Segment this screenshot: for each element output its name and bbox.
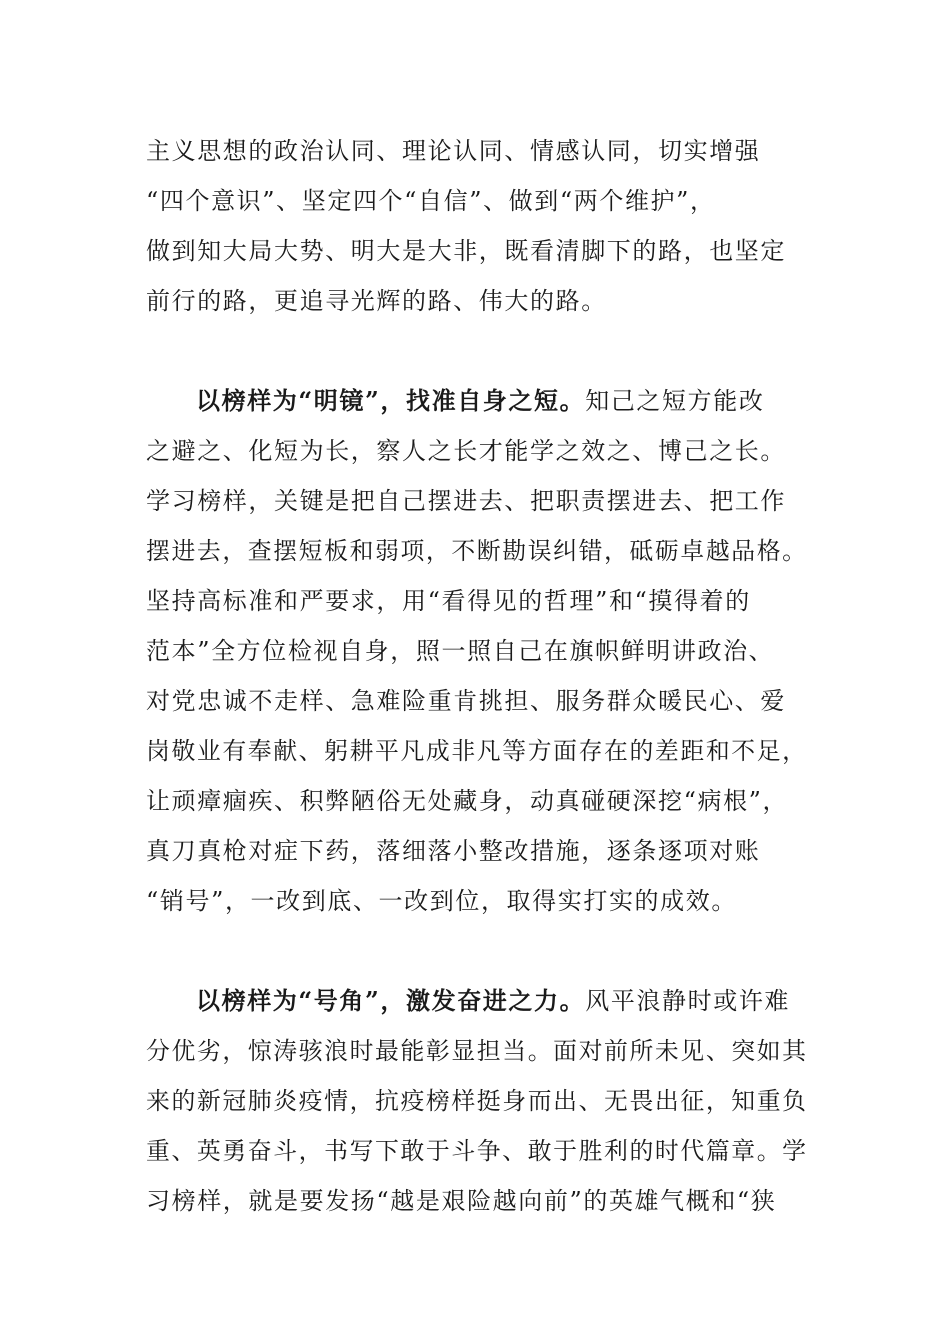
text-line: 习榜样，就是要发扬“越是艰险越向前”的英雄气概和“狭: [146, 1187, 777, 1215]
paragraph-heading: 以榜样为“号角”，激发奋进之力。: [196, 986, 586, 1015]
text-line: 对党忠诚不走样、急难险重肯挑担、服务群众暖民心、爱: [146, 687, 786, 715]
paragraph-text: 风平浪静时或许难: [585, 987, 791, 1015]
text-line: 之避之、化短为长，察人之长才能学之效之、博己之长。: [146, 437, 786, 465]
paragraph-heading: 以榜样为“明镜”，找准自身之短。: [196, 386, 586, 415]
text-line: “销号”，一改到底、一改到位，取得实打实的成效。: [146, 887, 737, 915]
text-line: 让顽瘴痼疾、积弊陋俗无处藏身，动真碰硬深挖“病根”，: [146, 787, 789, 815]
text-line: 摆进去，查摆短板和弱项，不断勘误纠错，砥砺卓越品格。: [146, 537, 808, 565]
paragraph-first-line: [196, 986, 790, 1016]
text-line: 真刀真枪对症下药，落细落小整改措施，逐条逐项对账: [146, 837, 761, 865]
text-line: 做到知大局大势、明大是大非，既看清脚下的路，也坚定: [146, 237, 786, 265]
paragraph-text: 知己之短方能改: [585, 387, 765, 415]
text-line: 坚持高标准和严要求，用“看得见的哲理”和“摸得着的: [146, 587, 751, 615]
text-line: 岗敬业有奉献、躬耕平凡成非凡等方面存在的差距和不足，: [146, 737, 808, 765]
paragraph-first-line: [196, 386, 764, 416]
text-line: 学习榜样，关键是把自己摆进去、把职责摆进去、把工作: [146, 487, 786, 515]
text-line: 重、英勇奋斗，书写下敢于斗争、敢于胜利的时代篇章。学: [146, 1137, 808, 1165]
text-line: 范本”全方位检视自身，照一照自己在旗帜鲜明讲政治、: [146, 637, 775, 665]
text-line: “四个意识”、坚定四个“自信”、做到“两个维护”，: [146, 187, 716, 215]
text-line: 分优劣，惊涛骇浪时最能彰显担当。面对前所未见、突如其: [146, 1037, 808, 1065]
text-line: 主义思想的政治认同、理论认同、情感认同，切实增强: [146, 137, 761, 165]
text-line: 来的新冠肺炎疫情，抗疫榜样挺身而出、无畏出征，知重负: [146, 1087, 808, 1115]
text-line: 前行的路，更追寻光辉的路、伟大的路。: [146, 287, 607, 315]
